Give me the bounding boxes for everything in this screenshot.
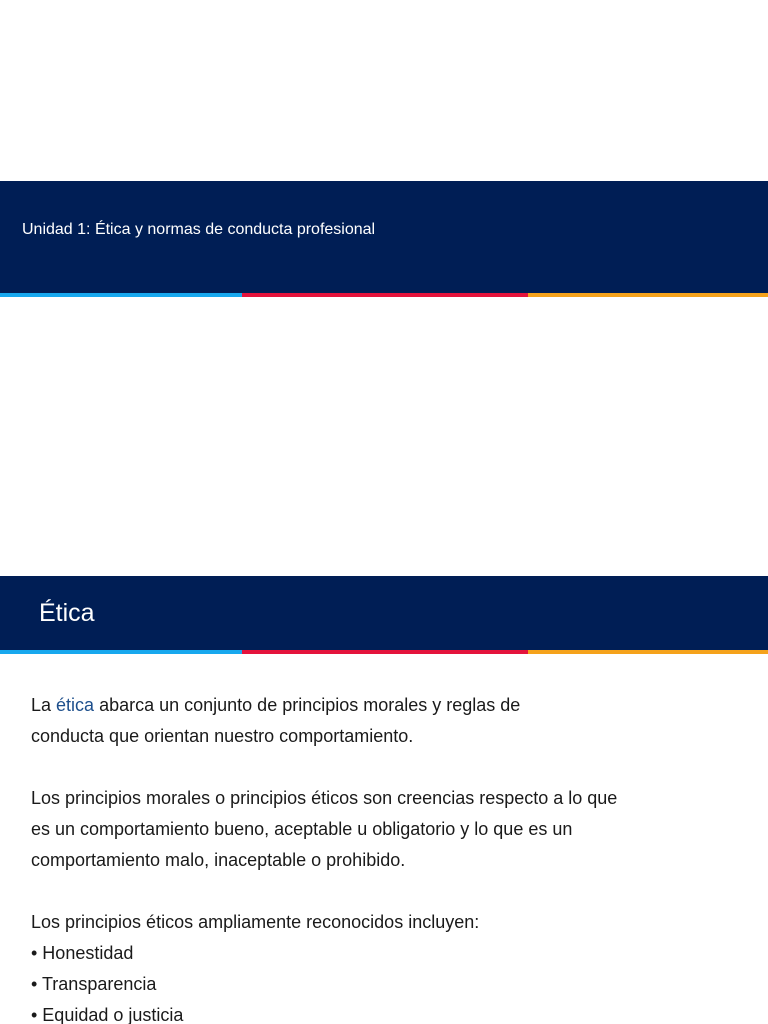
paragraph-text: conducta que orientan nuestro comportamiento. bbox=[31, 726, 414, 746]
color-stripe-top bbox=[0, 293, 768, 297]
stripe-segment-orange bbox=[528, 650, 768, 654]
stripe-segment-blue bbox=[0, 293, 242, 297]
stripe-segment-red bbox=[242, 650, 528, 654]
section-title-band bbox=[0, 576, 768, 650]
principles-list bbox=[31, 938, 731, 1024]
unit-title: Unidad 1: Ética y normas de conducta profesional bbox=[22, 221, 376, 238]
list-item: • Transparencia bbox=[31, 974, 157, 994]
unit-title-band bbox=[0, 181, 768, 293]
body-text bbox=[31, 690, 731, 1024]
paragraph-moral-principles bbox=[31, 783, 731, 876]
paragraph-text: es un comportamiento bueno, aceptable u obligatorio y lo que es un bbox=[31, 819, 573, 839]
stripe-segment-red bbox=[242, 293, 528, 297]
list-item: • Honestidad bbox=[31, 943, 134, 963]
paragraph-text: comportamiento malo, inaceptable o prohibido. bbox=[31, 850, 406, 870]
stripe-segment-orange bbox=[528, 293, 768, 297]
paragraph-lead: La bbox=[31, 695, 57, 715]
paragraph-text: Los principios morales o principios éticos son creencias respecto a lo que bbox=[31, 788, 618, 808]
list-item: • Equidad o justicia bbox=[31, 1005, 184, 1024]
section-title: Ética bbox=[39, 599, 95, 627]
stripe-segment-blue bbox=[0, 650, 242, 654]
list-intro: Los principios éticos ampliamente reconocidos incluyen: bbox=[31, 912, 480, 932]
color-stripe-bottom bbox=[0, 650, 768, 654]
paragraph-ethics-definition bbox=[31, 690, 731, 752]
paragraph-text: abarca un conjunto de principios morales y reglas de bbox=[94, 695, 521, 715]
ethics-term: ética bbox=[56, 695, 95, 715]
